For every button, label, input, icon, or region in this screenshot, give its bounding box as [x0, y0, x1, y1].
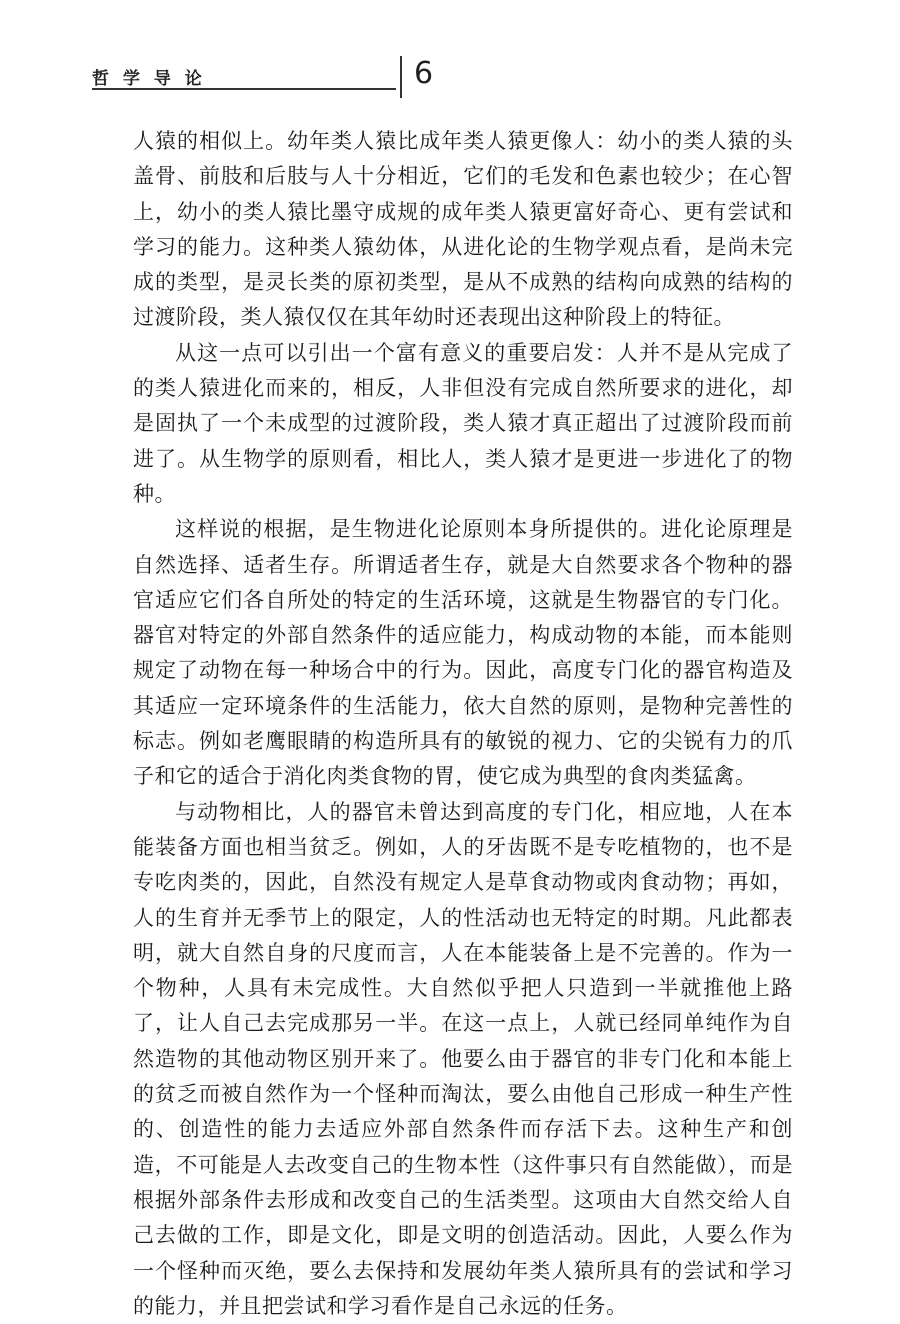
header-rule [92, 88, 396, 90]
paragraph-4: 与动物相比，人的器官未曾达到高度的专门化，相应地，人在本能装备方面也相当贫乏。例如，人的牙齿既不是专吃植物的，也不是专吃肉类的，因此，自然没有规定人是草食动物或肉食动物；再如，人的生育并无季节上的限定，人的性活动也无特定的时期。凡此都表明，就大自然自身的尺度而言，人在本能装备上是不完善的。作为一个物种，人具有未完成性。大自然似乎把人只造到一半就推他上路了，让人自己去完成那另一半。在这一点上，人就已经同单纯作为自然造物的其他动物区别开来了。他要么由于器官的非专门化和本能上的贫乏而被自然作为一个怪种而淘汰，要么由他自己形成一种生产性的、创造性的能力去适应外部自然条件而存活下去。这种生产和创造，不可能是人去改变自己的生物本性（这件事只有自然能做），而是根据外部条件去形成和改变自己的生活类型。这项由大自然交给人自己去做的工作，即是文化，即是文明的创造活动。因此，人要么作为一个怪种而灭绝，要么去保持和发展幼年类人猿所具有的尝试和学习的能力，并且把尝试和学习看作是自己永远的任务。 [133, 799, 793, 1318]
running-head [92, 50, 812, 110]
body-text [133, 124, 793, 1324]
paragraph-2: 从这一点可以引出一个富有意义的重要启发：人并不是从完成了的类人猿进化而来的，相反，人非但没有完成自然所要求的进化，却是固执了一个未成型的过渡阶段，类人猿才真正超出了过渡阶段而前进了。从生物学的原则看，相比人，类人猿才是更进一步进化了的物种。 [133, 340, 793, 506]
paragraph-1: 人猿的相似上。幼年类人猿比成年类人猿更像人：幼小的类人猿的头盖骨、前肢和后肢与人十分相近，它们的毛发和色素也较少；在心智上，幼小的类人猿比墨守成规的成年类人猿更富好奇心、更有尝试和学习的能力。这种类人猿幼体，从进化论的生物学观点看，是尚未完成的类型，是灵长类的原初类型，是从不成熟的结构向成熟的结构的过渡阶段，类人猿仅仅在其年幼时还表现出这种阶段上的特征。 [133, 129, 793, 330]
paragraph-3: 这样说的根据，是生物进化论原则本身所提供的。进化论原理是自然选择、适者生存。所谓适者生存，就是大自然要求各个物种的器官适应它们各自所处的特定的生活环境，这就是生物器官的专门化。器官对特定的外部自然条件的适应能力，构成动物的本能，而本能则规定了动物在每一种场合中的行为。因此，高度专门化的器官构造及其适应一定环境条件的生活能力，依大自然的原则，是物种完善性的标志。例如老鹰眼睛的构造所具有的敏锐的视力、它的尖锐有力的爪子和它的适合于消化肉类食物的胃，使它成为典型的食肉类猛禽。 [133, 517, 793, 789]
header-divider [400, 56, 402, 98]
book-title: 哲 学 导 论 [92, 69, 206, 89]
page-number: 6 [414, 56, 434, 91]
